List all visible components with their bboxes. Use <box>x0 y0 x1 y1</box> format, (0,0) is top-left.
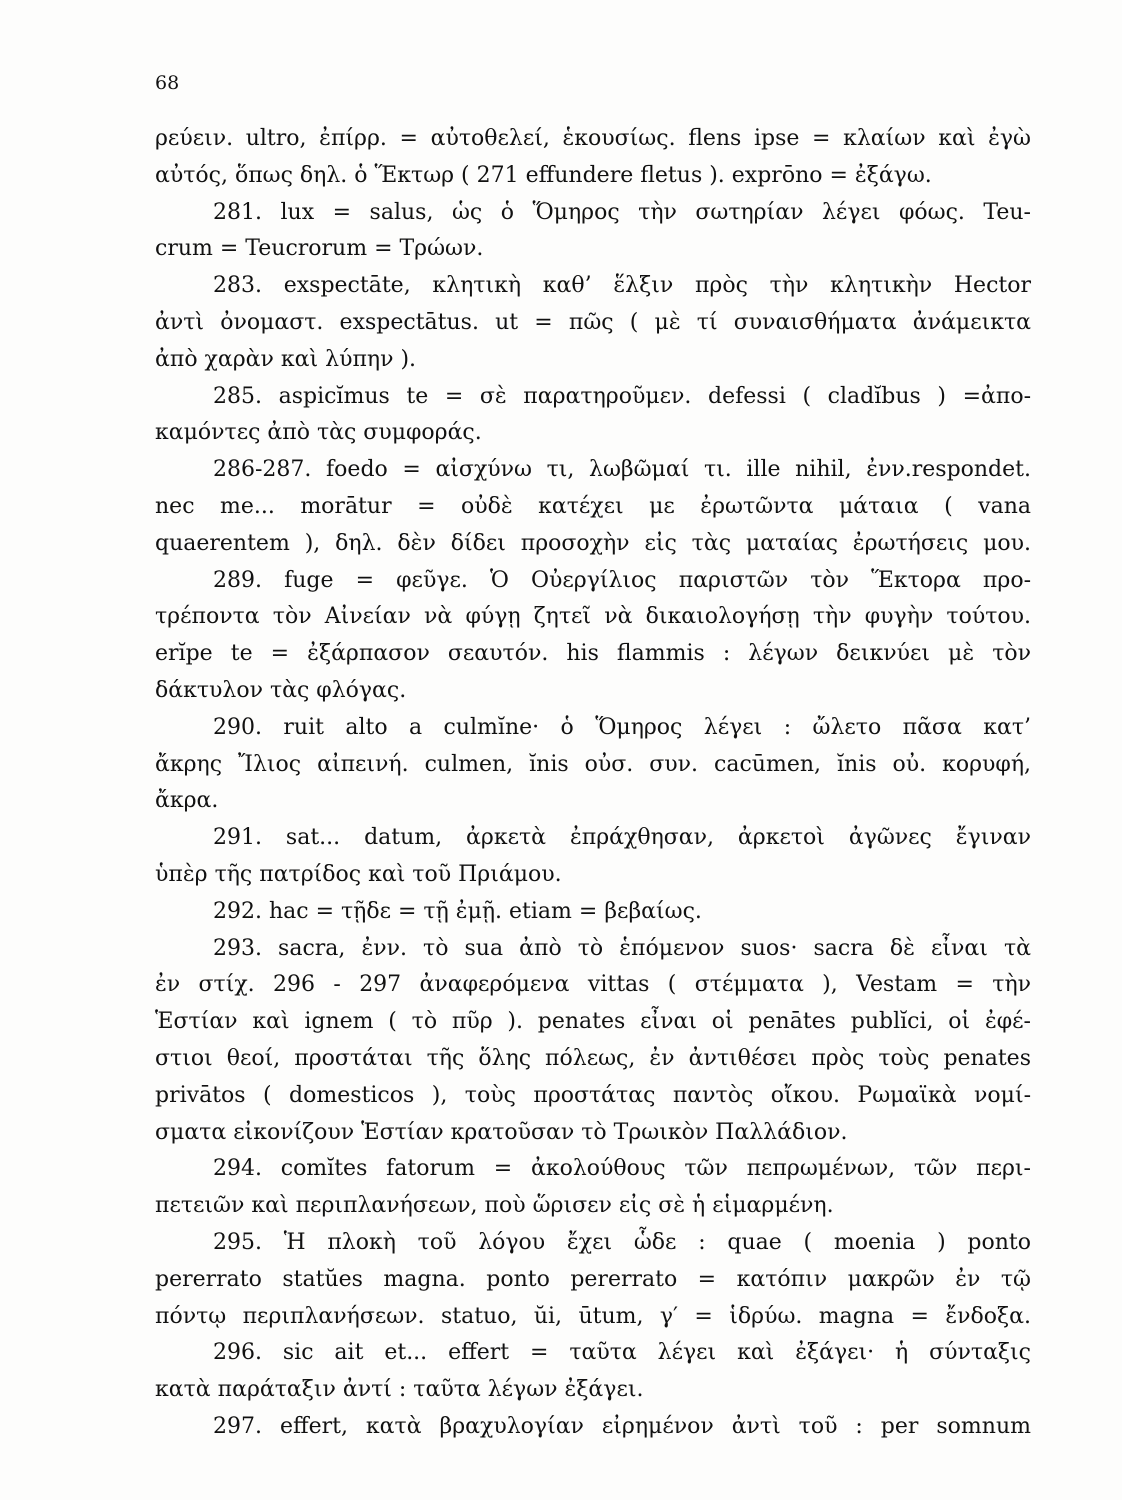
text-line: αὐτός, ὅπως δηλ. ὁ Ἕκτωρ ( 271 effundere fletus ). exprōno = ἐξάγω. <box>155 162 932 188</box>
text-line: πετειῶν καὶ περιπλανήσεων, ποὺ ὥρισεν εἰς σὲ ἡ εἱμαρμένη. <box>155 1193 834 1219</box>
text-line: ἄκρα. <box>155 788 219 814</box>
text-line: 283. exspectāte, κλητικὴ καθ’ ἕλξιν πρὸς τὴν κλητικὴν Hector <box>213 273 1031 299</box>
text-line: 281. lux = salus, ὡς ὁ Ὅμηρος τὴν σωτηρίαν λέγει φόως. Teu- <box>213 199 1031 225</box>
text-line: pererrato statŭes magna. ponto pererrato = κατόπιν μακρῶν ἐν τῷ <box>155 1266 1031 1292</box>
text-line: ἄκρης Ἴλιος αἰπεινή. culmen, ĭnis οὐσ. συν. cacūmen, ĭnis οὐ. κορυφή, <box>155 751 1031 777</box>
text-line: ἐν στίχ. 296 - 297 ἀναφερόμενα vittas ( στέμματα ), Vestam = τὴν <box>155 972 1031 998</box>
text-line: 292. hac = τῇδε = τῇ ἐμῇ. etiam = βεβαίως. <box>213 898 702 924</box>
text-line: quaerentem ), δηλ. δὲν δίδει προσοχὴν εἰς τὰς ματαίας ἐρωτήσεις μου. <box>155 530 1031 556</box>
text-line: κατὰ παράταξιν ἀντί : ταῦτα λέγων ἐξάγει. <box>155 1377 644 1403</box>
text-line: crum = Teucrorum = Τρώων. <box>155 236 484 262</box>
text-line: 294. comĭtes fatorum = ἀκολούθους τῶν πεπρωμένων, τῶν περι- <box>213 1156 1031 1182</box>
text-line: 297. effert, κατὰ βραχυλογίαν εἰρημένον ἀντὶ τοῦ : per somnum <box>213 1413 1031 1439</box>
text-line: καμόντες ἀπὸ τὰς συμφοράς. <box>155 420 482 446</box>
text-line: στιοι θεοί, προστάται τῆς ὅλης πόλεως, ἐν ἀντιθέσει πρὸς τοὺς penates <box>155 1045 1031 1071</box>
text-line: δάκτυλον τὰς φλόγας. <box>155 677 407 703</box>
text-line: Ἑστίαν καὶ ignem ( τὸ πῦρ ). penates εἶναι οἱ penātes publĭci, οἱ ἐφέ- <box>155 1009 1031 1035</box>
text-line: 295. Ἡ πλοκὴ τοῦ λόγου ἔχει ὧδε : quae ( moenia ) ponto <box>213 1229 1031 1255</box>
text-line: 290. ruit alto a culmĭne· ὁ Ὅμηρος λέγει : ὤλετο πᾶσα κατ’ <box>213 714 1031 740</box>
text-line: σματα εἰκονίζουν Ἑστίαν κρατοῦσαν τὸ Τρωικὸν Παλλάδιον. <box>155 1119 848 1145</box>
text-line: πόντῳ περιπλανήσεων. statuo, ŭi, ūtum, γ′ = ἱδρύω. magna = ἔνδοξα. <box>155 1303 1031 1329</box>
text-line: 286-287. foedo = αἰσχύνω τι, λωβῶμαί τι. ille nihil, ἐνν.respondet. <box>213 457 1031 483</box>
text-line: ἀντὶ ὀνομαστ. exspectātus. ut = πῶς ( μὲ τί συναισθήματα ἀνάμεικτα <box>155 309 1031 335</box>
page-number: 68 <box>155 72 180 94</box>
text-line: 289. fuge = φεῦγε. Ὁ Οὐεργίλιος παριστῶν τὸν Ἕκτορα προ- <box>213 567 1031 593</box>
text-line: 293. sacra, ἐνν. τὸ sua ἀπὸ τὸ ἑπόμενον suos· sacra δὲ εἶναι τὰ <box>213 935 1031 961</box>
text-line: 296. sic ait et... effert = ταῦτα λέγει καὶ ἐξάγει· ἡ σύνταξις <box>213 1340 1031 1366</box>
text-line: ὑπὲρ τῆς πατρίδος καὶ τοῦ Πριάμου. <box>155 861 562 887</box>
text-line: nec me... morātur = οὐδὲ κατέχει με ἐρωτῶντα μάταια ( vana <box>155 493 1031 519</box>
text-line: ρεύειν. ultro, ἐπίρρ. = αὐτοθελεί, ἑκουσίως. flens ipse = κλαίων καὶ ἐγὼ <box>155 126 1031 151</box>
text-line: τρέποντα τὸν Αἰνείαν νὰ φύγῃ ζητεῖ νὰ δικαιολογήσῃ τὴν φυγὴν τούτου. <box>155 604 1031 630</box>
commentary-text <box>155 121 1031 1446</box>
text-line: privātos ( domesticos ), τοὺς προστάτας παντὸς οἴκου. Ρωμαϊκὰ νομί- <box>155 1082 1031 1108</box>
text-line: 291. sat... datum, ἀρκετὰ ἐπράχθησαν, ἀρκετοὶ ἀγῶνες ἔγιναν <box>213 825 1031 851</box>
text-line: erĭpe te = ἐξάρπασον σεαυτόν. his flammis : λέγων δεικνύει μὲ τὸν <box>155 641 1031 667</box>
text-line: 285. aspicĭmus te = σὲ παρατηροῦμεν. defessi ( cladĭbus ) =ἀπο- <box>213 383 1031 409</box>
text-line: ἀπὸ χαρὰν καὶ λύπην ). <box>155 346 417 372</box>
